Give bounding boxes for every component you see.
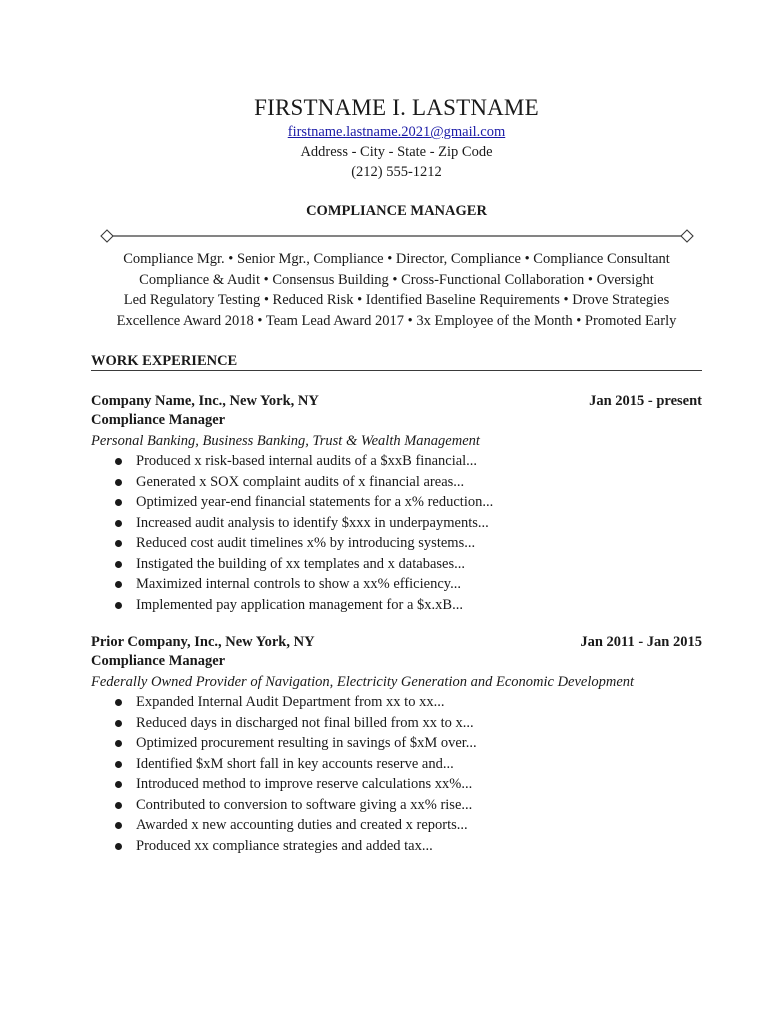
job-description: Personal Banking, Business Banking, Trust & Wealth Management: [91, 433, 480, 449]
list-item: [91, 815, 702, 836]
list-item: [91, 754, 702, 775]
keywords-block: [91, 249, 702, 331]
bullet-text: Reduced cost audit timelines x% by introducing systems...: [136, 535, 476, 551]
bullet-text: Expanded Internal Audit Department from xx to xx...: [136, 694, 445, 710]
phone-number: (212) 555-1212: [351, 164, 442, 180]
keywords-line: Compliance Mgr. • Senior Mgr., Compliance • Director, Compliance • Compliance Consultant: [123, 251, 670, 267]
bullet-icon: [115, 479, 122, 486]
bullet-icon: [115, 458, 122, 465]
job-role: Compliance Manager: [91, 412, 226, 428]
keywords-line: Compliance & Audit • Consensus Building • Cross-Functional Collaboration • Oversight: [139, 271, 654, 288]
bullet-text: Implemented pay application management for a $x.xB...: [136, 596, 463, 613]
address-line: Address - City - State - Zip Code: [300, 144, 493, 160]
list-item: [91, 492, 702, 513]
list-item: [91, 554, 702, 575]
right-diamond-icon: [681, 230, 693, 242]
bullet-text: Produced x risk-based internal audits of a $xxB financial...: [136, 453, 478, 469]
job-dates: Jan 2011 - Jan 2015: [580, 634, 702, 650]
bullet-icon: [115, 740, 122, 747]
bullet-text: Increased audit analysis to identify $xxx in underpayments...: [136, 514, 489, 531]
bullet-text: Identified $xM short fall in key accounts reserve and...: [136, 755, 454, 772]
bullet-text: Introduced method to improve reserve calculations xx%...: [136, 776, 473, 792]
bullet-icon: [115, 602, 122, 609]
company-name: Prior Company, Inc., New York, NY: [91, 634, 315, 650]
achievement-list: [91, 692, 702, 856]
list-item: [91, 692, 702, 713]
list-item: [91, 533, 702, 554]
achievement-list: [91, 451, 702, 615]
bullet-text: Reduced days in discharged not final billed from xx to x...: [136, 714, 474, 731]
bullet-icon: [115, 581, 122, 588]
candidate-name: FIRSTNAME I. LASTNAME: [254, 95, 539, 120]
bullet-icon: [115, 822, 122, 829]
email-link[interactable]: firstname.lastname.2021@gmail.com: [287, 124, 506, 140]
job-entry: [91, 633, 702, 856]
job-header-row: [91, 392, 702, 411]
job-description: Federally Owned Provider of Navigation, Electricity Generation and Economic Development: [91, 674, 635, 690]
bullet-icon: [115, 843, 122, 850]
keywords-line: Excellence Award 2018 • Team Lead Award 2017 • 3x Employee of the Month • Promoted Early: [116, 312, 677, 329]
bullet-text: Optimized procurement resulting in savings of $xM over...: [136, 735, 477, 751]
bullet-icon: [115, 540, 122, 547]
bullet-text: Contributed to conversion to software giving a xx% rise...: [136, 796, 473, 813]
resume-header: [91, 94, 702, 182]
company-name: Company Name, Inc., New York, NY: [91, 393, 319, 409]
job-title-heading: COMPLIANCE MANAGER: [306, 203, 487, 219]
list-item: [91, 451, 702, 472]
bullet-icon: [115, 761, 122, 768]
keywords-line: Led Regulatory Testing • Reduced Risk • Identified Baseline Requirements • Drove Strategies: [123, 292, 670, 308]
job-role: Compliance Manager: [91, 653, 226, 669]
list-item: [91, 472, 702, 493]
job-entry: [91, 392, 702, 615]
bullet-text: Awarded x new accounting duties and created x reports...: [136, 817, 468, 833]
bullet-text: Produced xx compliance strategies and added tax...: [136, 837, 433, 854]
bullet-icon: [115, 520, 122, 527]
bullet-text: Optimized year-end financial statements for a x% reduction...: [136, 494, 494, 510]
bullet-text: Generated x SOX complaint audits of x financial areas...: [136, 473, 465, 490]
bullet-icon: [115, 720, 122, 727]
bullet-icon: [115, 561, 122, 568]
list-item: [91, 836, 702, 857]
bullet-text: Maximized internal controls to show a xx% efficiency...: [136, 576, 461, 592]
list-item: [91, 795, 702, 816]
bullet-text: Instigated the building of xx templates and x databases...: [136, 555, 465, 572]
list-item: [91, 595, 702, 616]
job-header-row: [91, 633, 702, 652]
work-experience-heading: WORK EXPERIENCE: [91, 353, 238, 369]
list-item: [91, 513, 702, 534]
list-item: [91, 733, 702, 754]
bullet-icon: [115, 802, 122, 809]
job-dates: Jan 2015 - present: [589, 393, 702, 409]
bullet-icon: [115, 499, 122, 506]
section-divider: [91, 370, 702, 371]
list-item: [91, 774, 702, 795]
diamond-divider: [100, 229, 694, 243]
left-diamond-icon: [101, 230, 113, 242]
bullet-icon: [115, 781, 122, 788]
bullet-icon: [115, 699, 122, 706]
list-item: [91, 713, 702, 734]
list-item: [91, 574, 702, 595]
